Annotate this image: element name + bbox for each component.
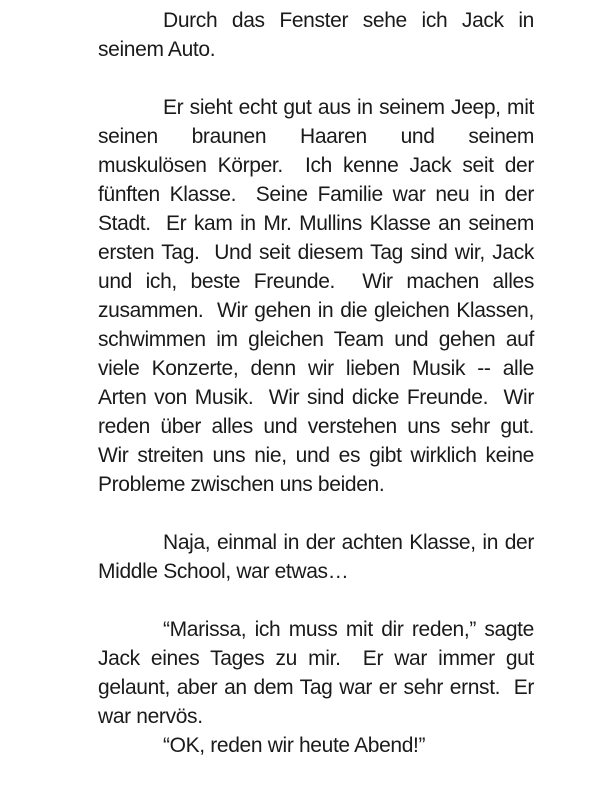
story-paragraph-3: Naja, einmal in der achten Klasse, in der Middle School, war etwas…	[98, 531, 540, 583]
story-paragraph-2: Er sieht echt gut aus in seinem Jeep, mit seinen braunen Haaren und seinem muskulösen Körper. Ich kenne Jack seit der fünften Klasse. Seine Familie war neu in der Stadt. Er kam in Mr. Mullins Klasse an seinem ersten Tag. Und seit diesem Tag sind wir, Jack und ich, beste Freunde. Wir machen alles zusammen. Wir gehen in die gleichen Klassen, schwimmen im gleichen Team und gehen auf viele Konzerte, denn wir lieben Musik -- alle Arten von Musik. Wir sind dicke Freunde. Wir reden über alles und verstehen uns sehr gut. Wir streiten uns nie, und es gibt wirklich keine Probleme zwischen uns beiden.	[98, 96, 545, 496]
story-paragraph-4: “Marissa, ich muss mit dir reden,” sagte Jack eines Tages zu mir. Er war immer gut gelaunt, aber an dem Tag war er sehr ernst. Er war nervös.	[98, 618, 540, 728]
story-paragraph-1: Durch das Fenster sehe ich Jack in seinem Auto.	[98, 9, 540, 61]
story-paragraph-5: “OK, reden wir heute Abend!”	[163, 734, 426, 757]
